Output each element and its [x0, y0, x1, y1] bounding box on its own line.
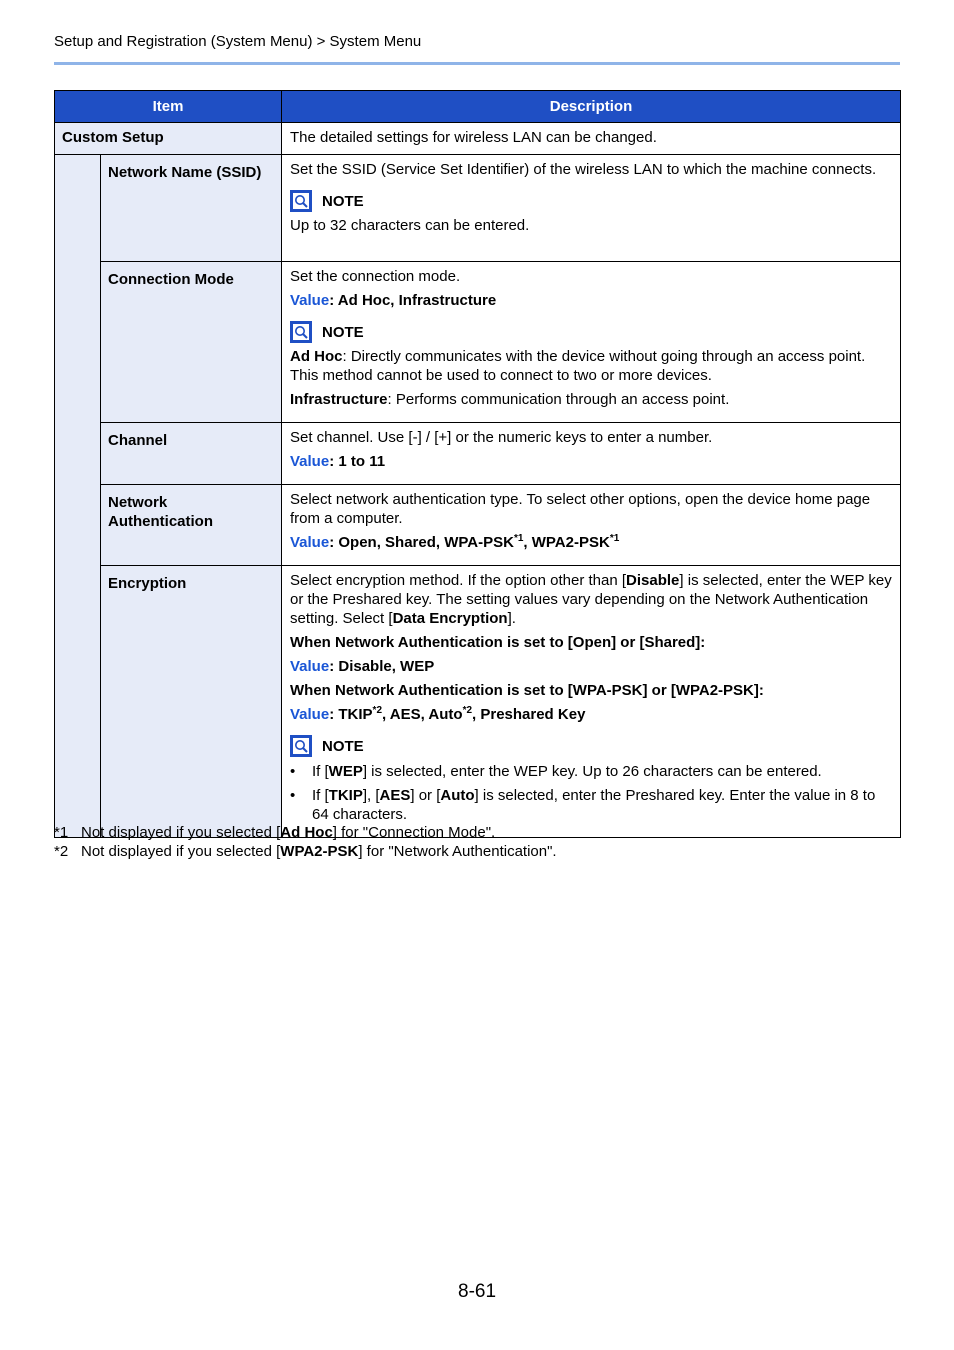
settings-table	[54, 90, 901, 838]
ssid-description: Set the SSID (Service Set Identifier) of the wireless LAN to which the machine connects.	[290, 161, 877, 178]
column-header-description: Description	[282, 91, 901, 123]
desc-network-authentication	[282, 485, 901, 566]
encryption-condition-wpa: When Network Authentication is set to [WPA-PSK] or [WPA2-PSK]:	[290, 682, 764, 699]
desc-connection-mode	[282, 262, 901, 423]
column-header-item: Item	[55, 91, 282, 123]
desc-network-name	[282, 155, 901, 262]
note-label: NOTE	[322, 192, 364, 210]
page-number: 8-61	[458, 1281, 497, 1302]
value-label: Value	[290, 453, 330, 470]
desc-custom-setup: The detailed settings for wireless LAN can be changed.	[282, 123, 901, 155]
channel-description: Set channel. Use [-] / [+] or the numeric keys to enter a number.	[290, 429, 713, 446]
note-label: NOTE	[322, 737, 364, 755]
note-magnifier-icon	[290, 735, 312, 757]
item-custom-setup: Custom Setup	[55, 123, 282, 155]
footnote-1: *1 Not displayed if you selected [Ad Hoc] for "Connection Mode".	[54, 824, 496, 841]
item-network-name: Network Name (SSID)	[101, 155, 282, 262]
connection-mode-description: Set the connection mode.	[290, 268, 461, 285]
note-label: NOTE	[322, 323, 364, 341]
value-label: Value	[290, 534, 330, 551]
network-auth-value: Value: Open, Shared, WPA-PSK$^{*1}$, WPA2-PSK$^{*1}$	[290, 533, 620, 551]
desc-encryption	[282, 566, 901, 838]
encryption-description: Select encryption method. If the option other than [Disable] is selected, enter the WEP key or the Preshared key. The setting values vary depending on the Network Authentication setting. Select [Data Encryption].	[290, 572, 892, 627]
value-label: Value	[290, 292, 330, 309]
note-header	[290, 189, 892, 213]
channel-value: Value: 1 to 11	[290, 453, 386, 470]
value-label: Value	[290, 706, 330, 723]
network-auth-description: Select network authentication type. To select other options, open the device home page from a computer.	[290, 491, 871, 527]
note-magnifier-icon	[290, 190, 312, 212]
row-indent-gutter	[55, 155, 101, 838]
adhoc-note: Ad Hoc: Directly communicates with the device without going through an access point. This method cannot be used to connect to two or more devices.	[290, 348, 866, 384]
encryption-condition-open-shared: When Network Authentication is set to [Open] or [Shared]:	[290, 634, 706, 651]
encryption-value-wpa: Value: TKIP$^{*2}$, AES, Auto$^{*2}$, Preshared Key	[290, 705, 586, 723]
item-network-authentication: Network Authentication	[101, 485, 282, 566]
list-item: • If [TKIP], [AES] or [Auto] is selected, enter the Preshared key. Enter the value in 8 to 64 characters.	[290, 786, 892, 824]
ssid-note-text: Up to 32 characters can be entered.	[290, 217, 530, 234]
table-row	[55, 485, 901, 566]
header-rule	[54, 62, 900, 65]
table-row	[55, 423, 901, 485]
infrastructure-note: Infrastructure: Performs communication through an access point.	[290, 391, 730, 408]
table-header-row	[55, 91, 901, 123]
footnotes	[54, 823, 557, 861]
table-row	[55, 155, 901, 262]
footnote-2: *2 Not displayed if you selected [WPA2-PSK] for "Network Authentication".	[54, 843, 557, 860]
list-item: • If [WEP] is selected, enter the WEP key. Up to 26 characters can be entered.	[290, 762, 892, 781]
breadcrumb: Setup and Registration (System Menu) > System Menu	[54, 33, 422, 50]
encryption-value-open-shared: Value: Disable, WEP	[290, 658, 435, 675]
note-header	[290, 320, 892, 344]
encryption-note-list	[290, 762, 892, 824]
item-connection-mode: Connection Mode	[101, 262, 282, 423]
note-magnifier-icon	[290, 321, 312, 343]
note-header	[290, 734, 892, 758]
item-encryption: Encryption	[101, 566, 282, 838]
value-label: Value	[290, 658, 330, 675]
table-row	[55, 262, 901, 423]
table-row	[55, 123, 901, 155]
item-channel: Channel	[101, 423, 282, 485]
table-row	[55, 566, 901, 838]
desc-channel	[282, 423, 901, 485]
connection-mode-value: Value: Ad Hoc, Infrastructure	[290, 292, 497, 309]
